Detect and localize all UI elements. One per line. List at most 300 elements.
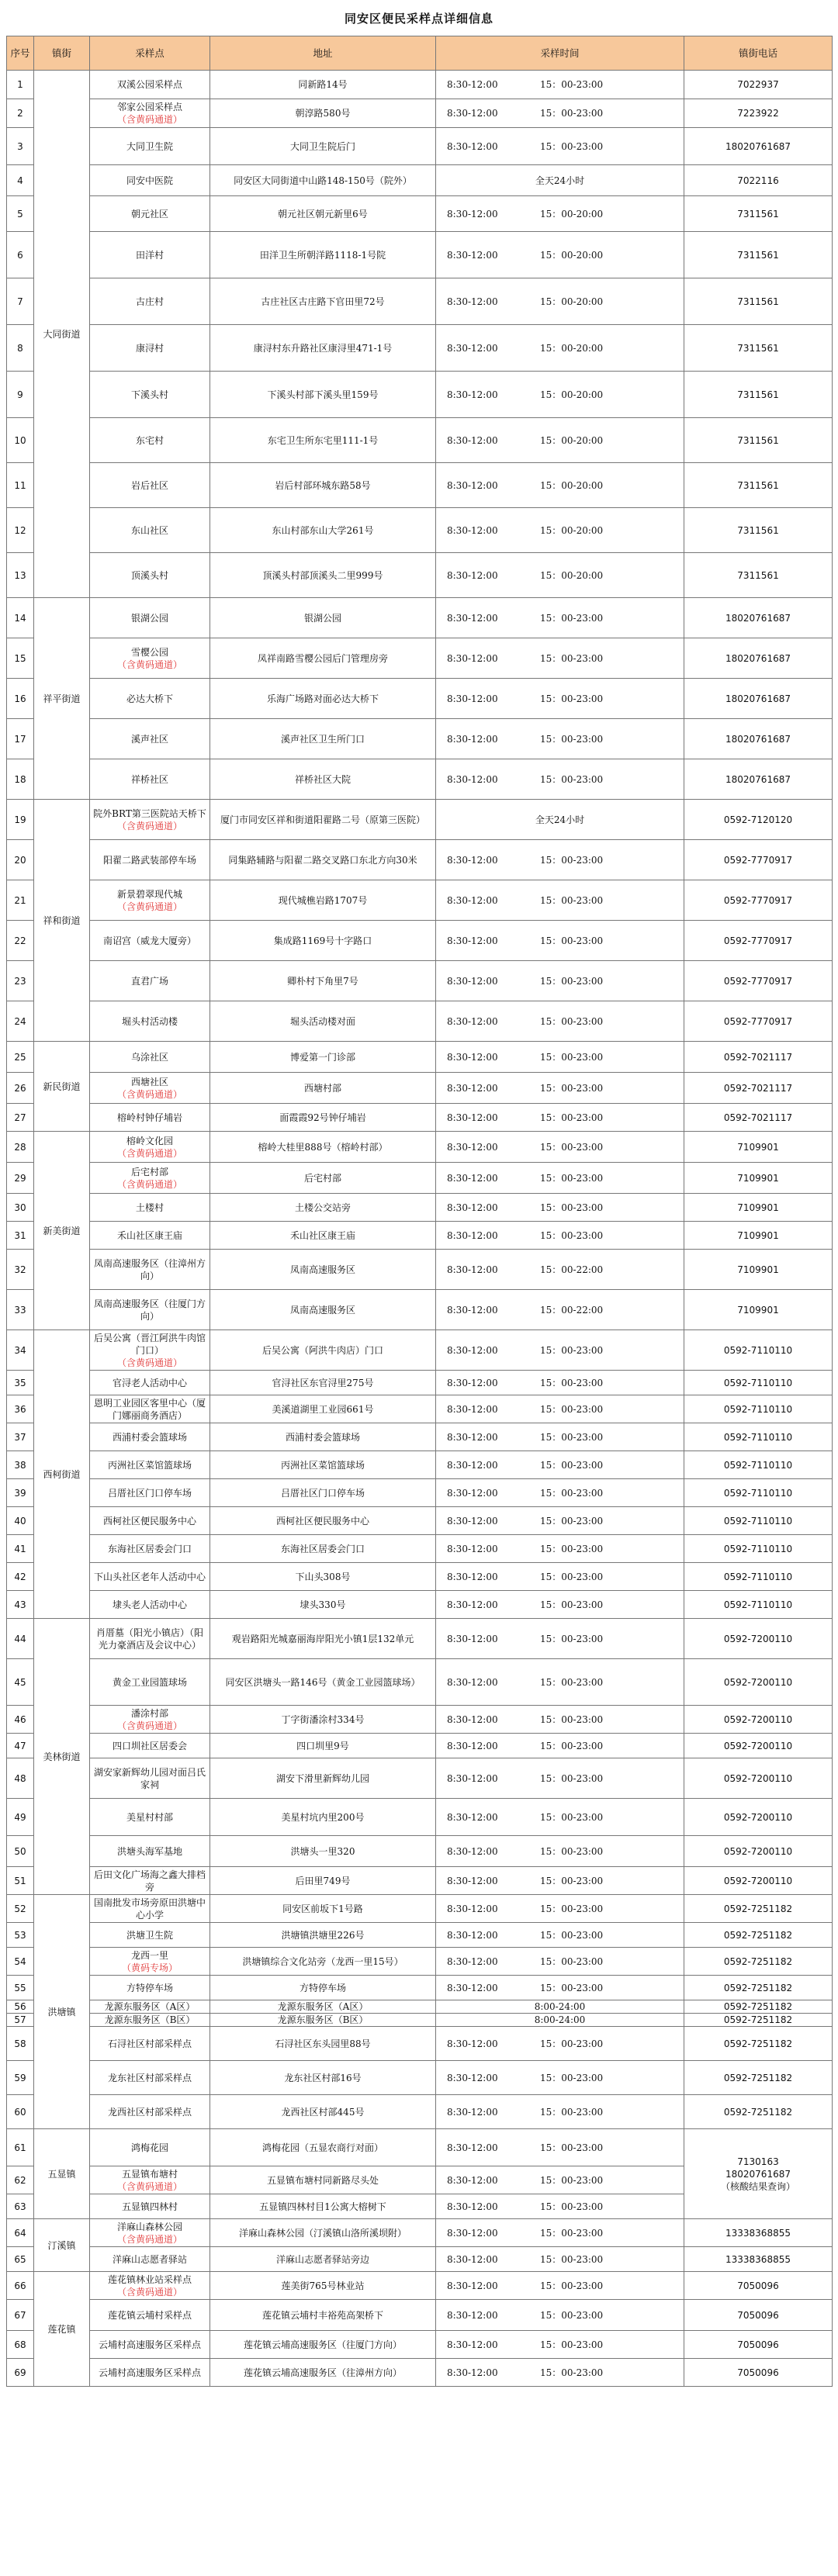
sampling-time: [436, 463, 684, 508]
site-name: [90, 1073, 210, 1104]
site-name: [90, 2166, 210, 2194]
row-number: 41: [7, 1535, 34, 1563]
site-label: 方特停车场: [126, 1982, 173, 1993]
site-name: [90, 921, 210, 961]
row-number: 45: [7, 1659, 34, 1706]
site-name: [90, 1132, 210, 1163]
street-phone: 18020761687: [684, 759, 833, 800]
site-name: [90, 1290, 210, 1330]
table-row: [7, 278, 833, 325]
sampling-time: [436, 2194, 684, 2219]
time-slot: 8:30-12:00: [447, 1713, 498, 1725]
row-number: 51: [7, 1867, 34, 1895]
site-name: [90, 1395, 210, 1423]
time-slot: 15：00-23:00: [540, 2339, 604, 2350]
street-phone: 7022116: [684, 165, 833, 196]
site-name: [90, 598, 210, 638]
time-slot: 15：00-23:00: [540, 1740, 604, 1751]
site-address: 凤南高速服务区: [210, 1290, 436, 1330]
street-phone: [684, 2129, 833, 2219]
time-slot: 15：00-23:00: [540, 2174, 604, 2186]
site-address: 湖安下滑里新辉幼儿园: [210, 1758, 436, 1799]
time-slot: 8:30-12:00: [447, 79, 498, 90]
site-address: 后宅村部: [210, 1163, 436, 1194]
site-name: [90, 1104, 210, 1132]
time-slot: 8:30-12:00: [447, 1487, 498, 1499]
sampling-time: [436, 71, 684, 99]
row-number: 8: [7, 325, 34, 372]
time-slot: 8:30-12:00: [447, 2227, 498, 2239]
row-number: 28: [7, 1132, 34, 1163]
site-name: [90, 1250, 210, 1290]
table-row: [7, 1479, 833, 1507]
sampling-time: [436, 1330, 684, 1371]
site-label: 鸿梅花园: [130, 2142, 168, 2153]
table-row: [7, 2129, 833, 2166]
street-phone: 7311561: [684, 553, 833, 598]
row-number: 64: [7, 2219, 34, 2247]
time-slot: 15：00-23:00: [540, 1229, 604, 1241]
time-slot: 8:30-12:00: [447, 2367, 498, 2378]
sampling-time: [436, 1250, 684, 1290]
site-label: 龙源东服务区（A区）: [104, 2001, 196, 2012]
table-row: [7, 1563, 833, 1591]
street-phone: 7109901: [684, 1290, 833, 1330]
sampling-time: [436, 1591, 684, 1619]
street-phone: 0592-7251182: [684, 1923, 833, 1948]
time-slot: 15：00-23:00: [540, 935, 604, 946]
site-name: [90, 2219, 210, 2247]
street-phone: 7311561: [684, 232, 833, 278]
yellow-code-note: （含黄码通道）: [116, 2233, 182, 2245]
site-name: [90, 1867, 210, 1895]
table-row: [7, 196, 833, 232]
street-phone: 7109901: [684, 1250, 833, 1290]
street-phone: 0592-7251182: [684, 2027, 833, 2061]
site-address: 莲美街765号林业站: [210, 2272, 436, 2300]
sampling-time: [436, 1371, 684, 1395]
street-phone: 0592-7021117: [684, 1042, 833, 1073]
sampling-time: [436, 1867, 684, 1895]
table-row: [7, 598, 833, 638]
site-name: [90, 1836, 210, 1867]
time-slot: 8:30-12:00: [447, 1633, 498, 1644]
street-phone: 7109901: [684, 1163, 833, 1194]
time-slot: 8:30-12:00: [447, 1740, 498, 1751]
time-slot: 8:30-12:00: [447, 140, 498, 152]
site-name: [90, 1619, 210, 1659]
site-label: 双溪公园采样点: [116, 79, 182, 90]
time-slot: 15：00-23:00: [540, 1875, 604, 1886]
site-label: 同安中医院: [126, 175, 173, 186]
site-address: 东宅卫生所东宅里111-1号: [210, 418, 436, 463]
sampling-time: [436, 1222, 684, 1250]
site-address: 面霞霞92号钟仔埔岩: [210, 1104, 436, 1132]
time-slot: 8:30-12:00: [447, 1112, 498, 1123]
site-address: 洪塘头一里320: [210, 1836, 436, 1867]
site-name: [90, 1423, 210, 1451]
sampling-time: [436, 1395, 684, 1423]
row-number: 31: [7, 1222, 34, 1250]
sampling-time: [436, 719, 684, 759]
site-address: 榕岭大桂里888号（榕岭村部）: [210, 1132, 436, 1163]
site-name: [90, 508, 210, 553]
table-row: [7, 232, 833, 278]
site-name: [90, 1507, 210, 1535]
site-address: 官浔社区东官浔里275号: [210, 1371, 436, 1395]
sampling-time: [436, 278, 684, 325]
site-address: 乐海广场路对面必达大桥下: [210, 679, 436, 719]
site-address: 同安区大同街道中山路148-150号（院外）: [210, 165, 436, 196]
site-address: 吕厝社区门口停车场: [210, 1479, 436, 1507]
site-name: [90, 759, 210, 800]
table-row: [7, 99, 833, 128]
site-label: 恩明工业园区客里中心（厦门娜丽商务酒店）: [93, 1397, 206, 1421]
site-name: [90, 71, 210, 99]
table-row: [7, 638, 833, 679]
site-name: [90, 2247, 210, 2272]
site-address: 凤南高速服务区: [210, 1250, 436, 1290]
time-slot: 8:00-24:00: [534, 2014, 586, 2025]
site-label: 禾山社区康王庙: [116, 1229, 182, 1241]
time-slot: 15：00-23:00: [540, 2227, 604, 2239]
site-name: [90, 278, 210, 325]
site-address: 康浔村东升路社区康浔里471-1号: [210, 325, 436, 372]
row-number: 52: [7, 1895, 34, 1923]
table-header-row: [7, 36, 833, 71]
site-address: 莲花镇云埔高速服务区（往厦门方向）: [210, 2331, 436, 2359]
street-phone: 0592-7110110: [684, 1451, 833, 1479]
sampling-time: [436, 418, 684, 463]
site-name: [90, 1479, 210, 1507]
site-name: [90, 1706, 210, 1734]
street-phone: 0592-7770917: [684, 961, 833, 1001]
row-number: 68: [7, 2331, 34, 2359]
site-name: [90, 1001, 210, 1042]
site-address: 顶溪头村部顶溪头二里999号: [210, 553, 436, 598]
sampling-time: [436, 2247, 684, 2272]
street-phone: 18020761687: [684, 598, 833, 638]
row-number: 2: [7, 99, 34, 128]
row-number: 9: [7, 372, 34, 418]
row-number: 20: [7, 840, 34, 880]
site-label: 龙西社区村部采样点: [107, 2106, 192, 2118]
row-number: 10: [7, 418, 34, 463]
street-phone: 7311561: [684, 372, 833, 418]
site-name: [90, 1948, 210, 1976]
row-number: 15: [7, 638, 34, 679]
sampling-time: [436, 372, 684, 418]
site-name: [90, 1535, 210, 1563]
sampling-time: [436, 99, 684, 128]
sampling-time: [436, 1479, 684, 1507]
time-slot: 8:30-12:00: [447, 479, 498, 491]
site-label: 祥桥社区: [130, 773, 168, 785]
site-address: 四口圳里9号: [210, 1734, 436, 1758]
row-number: 11: [7, 463, 34, 508]
time-slot: 8:30-12:00: [447, 1403, 498, 1415]
table-row: [7, 325, 833, 372]
site-label: 云埔村高速服务区采样点: [98, 2339, 201, 2350]
yellow-code-note: （含黄码通道）: [116, 1147, 182, 1159]
time-slot: 8:30-12:00: [447, 652, 498, 664]
site-label: 云埔村高速服务区采样点: [98, 2367, 201, 2378]
site-label: 南诏宫（威龙大厦旁）: [102, 935, 196, 946]
time-slot: 全天24小时: [535, 814, 585, 825]
table-row: [7, 1001, 833, 1042]
table-row: [7, 1194, 833, 1222]
site-name: [90, 840, 210, 880]
time-slot: 15：00-23:00: [540, 975, 604, 987]
phone-line: （核酸结果查询）: [720, 2180, 795, 2192]
time-slot: 8:30-12:00: [447, 1903, 498, 1914]
street-phone: 0592-7110110: [684, 1591, 833, 1619]
time-slot: 8:30-12:00: [447, 733, 498, 745]
time-slot: 15：00-23:00: [540, 1015, 604, 1027]
table-row: [7, 1132, 833, 1163]
site-label: 朝元社区: [130, 208, 168, 220]
site-name: [90, 325, 210, 372]
time-slot: 8:30-12:00: [447, 2072, 498, 2083]
table-row: [7, 1395, 833, 1423]
site-address: 五显镇布塘村同新路尽头处: [210, 2166, 436, 2194]
site-address: 岩后村部环城东路58号: [210, 463, 436, 508]
site-address: 朝淳路580号: [210, 99, 436, 128]
sampling-time: [436, 1758, 684, 1799]
sampling-time: [436, 1132, 684, 1163]
site-label: 龙西一里: [130, 1949, 168, 1961]
sampling-time: [436, 1001, 684, 1042]
site-name: [90, 2000, 210, 2014]
site-name: [90, 1163, 210, 1194]
time-slot: 8:30-12:00: [447, 389, 498, 400]
table-row: [7, 1591, 833, 1619]
street-phone: 0592-7251182: [684, 2014, 833, 2027]
site-label: 潘涂村部: [130, 1707, 168, 1719]
row-number: 59: [7, 2061, 34, 2095]
site-name: [90, 2194, 210, 2219]
sampling-time: [436, 1563, 684, 1591]
site-label: 肖厝墓（阳光小镇店）（阳光力豪酒店及会议中心）: [95, 1627, 203, 1651]
time-slot: 15：00-23:00: [540, 1571, 604, 1582]
table-row: [7, 1042, 833, 1073]
row-number: 46: [7, 1706, 34, 1734]
site-label: 美星村村部: [126, 1811, 173, 1823]
row-number: 49: [7, 1799, 34, 1836]
phone-line: 7130163: [737, 2156, 779, 2167]
table-row: [7, 1948, 833, 1976]
sampling-time: [436, 921, 684, 961]
site-address: 莲花镇云埔高速服务区（往漳州方向）: [210, 2359, 436, 2387]
street-phone: 0592-7770917: [684, 921, 833, 961]
yellow-code-note: （含黄码通道）: [116, 1088, 182, 1100]
row-number: 39: [7, 1479, 34, 1507]
table-row: [7, 553, 833, 598]
time-slot: 15：00-23:00: [540, 1543, 604, 1554]
site-label: 溪声社区: [130, 733, 168, 745]
site-address: 西塘村部: [210, 1073, 436, 1104]
site-address: 银湖公园: [210, 598, 436, 638]
sampling-time: [436, 2061, 684, 2095]
time-slot: 8:30-12:00: [447, 1459, 498, 1471]
time-slot: 8:30-12:00: [447, 1571, 498, 1582]
street-phone: 0592-7770917: [684, 880, 833, 921]
time-slot: 8:30-12:00: [447, 612, 498, 624]
site-address: 龙东社区村部16号: [210, 2061, 436, 2095]
street-phone: 7050096: [684, 2331, 833, 2359]
table-row: [7, 800, 833, 840]
row-number: 43: [7, 1591, 34, 1619]
row-number: 40: [7, 1507, 34, 1535]
site-address: 龙源东服务区（A区）: [210, 2000, 436, 2014]
site-name: [90, 1042, 210, 1073]
table-row: [7, 2027, 833, 2061]
table-row: [7, 2331, 833, 2359]
site-label: 后宅村部: [130, 1166, 168, 1177]
street-phone: 0592-7200110: [684, 1836, 833, 1867]
time-slot: 8:30-12:00: [447, 1082, 498, 1094]
row-number: 53: [7, 1923, 34, 1948]
time-slot: 8:30-12:00: [447, 1015, 498, 1027]
time-slot: 8:00-24:00: [534, 2001, 586, 2012]
table-row: [7, 463, 833, 508]
time-slot: 15：00-20:00: [540, 249, 604, 261]
sampling-time: [436, 2272, 684, 2300]
sampling-time: [436, 1976, 684, 2000]
time-slot: 15：00-20:00: [540, 389, 604, 400]
time-slot: 15：00-23:00: [540, 108, 604, 119]
site-address: 美溪道湖里工业园661号: [210, 1395, 436, 1423]
time-slot: 8:30-12:00: [447, 434, 498, 446]
time-slot: 15：00-23:00: [540, 1344, 604, 1356]
row-number: 30: [7, 1194, 34, 1222]
row-number: 56: [7, 2000, 34, 2014]
site-address: 五显镇四林村目1公寓大榕树下: [210, 2194, 436, 2219]
site-label: 下溪头村: [130, 389, 168, 400]
sampling-time: [436, 1290, 684, 1330]
row-number: 29: [7, 1163, 34, 1194]
row-number: 18: [7, 759, 34, 800]
time-slot: 15：00-23:00: [540, 1713, 604, 1725]
table-row: [7, 840, 833, 880]
site-name: [90, 165, 210, 196]
table-row: [7, 1535, 833, 1563]
time-slot: 15：00-23:00: [540, 1202, 604, 1213]
sampling-time: [436, 196, 684, 232]
row-number: 37: [7, 1423, 34, 1451]
site-name: [90, 1895, 210, 1923]
sampling-time: [436, 1659, 684, 1706]
row-number: 69: [7, 2359, 34, 2387]
time-slot: 8:30-12:00: [447, 975, 498, 987]
yellow-code-note: （含黄码通道）: [116, 659, 182, 670]
site-address: 同安区洪塘头一路146号（黄金工业园篮球场）: [210, 1659, 436, 1706]
site-address: 下山头308号: [210, 1563, 436, 1591]
header-address: 地址: [210, 36, 436, 71]
yellow-code-note: （含黄码通道）: [116, 1720, 182, 1731]
time-slot: 15：00-23:00: [540, 2309, 604, 2321]
time-slot: 8:30-12:00: [447, 1304, 498, 1316]
site-label: 洪塘头海军基地: [116, 1845, 182, 1857]
street-phone: 13338368855: [684, 2247, 833, 2272]
row-number: 44: [7, 1619, 34, 1659]
street-phone: 7311561: [684, 278, 833, 325]
time-slot: 15：00-23:00: [540, 1811, 604, 1823]
street-phone: 0592-7251182: [684, 1976, 833, 2000]
site-label: 邻家公园采样点: [116, 102, 182, 112]
site-name: [90, 1923, 210, 1948]
sampling-time: [436, 1923, 684, 1948]
time-slot: 15：00-23:00: [540, 1903, 604, 1914]
site-label: 岩后社区: [130, 479, 168, 491]
site-label: 下山头社区老年人活动中心: [93, 1571, 206, 1582]
street-name: 祥平街道: [34, 598, 90, 800]
site-label: 官浔老人活动中心: [112, 1377, 187, 1388]
time-slot: 15：00-20:00: [540, 569, 604, 581]
sampling-time: [436, 598, 684, 638]
sampling-time: [436, 679, 684, 719]
site-label: 东海社区居委会门口: [107, 1543, 192, 1554]
site-name: [90, 1591, 210, 1619]
row-number: 14: [7, 598, 34, 638]
time-slot: 15：00-23:00: [540, 1599, 604, 1610]
sampling-time: [436, 508, 684, 553]
sampling-table: [6, 36, 833, 2387]
row-number: 54: [7, 1948, 34, 1976]
site-name: [90, 1451, 210, 1479]
site-address: 丁字街潘涂村334号: [210, 1706, 436, 1734]
site-label: 莲花镇林业站采样点: [107, 2273, 192, 2285]
time-slot: 8:30-12:00: [447, 1431, 498, 1443]
sampling-time: [436, 2095, 684, 2129]
table-row: [7, 1895, 833, 1923]
street-phone: 7109901: [684, 1132, 833, 1163]
page-title: 同安区便民采样点详细信息: [6, 0, 832, 36]
time-slot: 8:30-12:00: [447, 2253, 498, 2265]
sampling-time: [436, 165, 684, 196]
row-number: 48: [7, 1758, 34, 1799]
street-phone: 7311561: [684, 196, 833, 232]
time-slot: 15：00-20:00: [540, 296, 604, 307]
time-slot: 8:30-12:00: [447, 1929, 498, 1941]
table-row: [7, 1923, 833, 1948]
street-phone: 0592-7110110: [684, 1330, 833, 1371]
site-address: 东山村部东山大学261号: [210, 508, 436, 553]
row-number: 32: [7, 1250, 34, 1290]
row-number: 57: [7, 2014, 34, 2027]
time-slot: 8:30-12:00: [447, 854, 498, 866]
row-number: 35: [7, 1371, 34, 1395]
time-slot: 8:30-12:00: [447, 2142, 498, 2153]
site-address: 凤祥南路雪樱公园后门管理房旁: [210, 638, 436, 679]
time-slot: 15：00-23:00: [540, 1112, 604, 1123]
sampling-time: [436, 1451, 684, 1479]
time-slot: 全天24小时: [535, 175, 585, 186]
site-name: [90, 2129, 210, 2166]
street-name: 新民街道: [34, 1042, 90, 1132]
row-number: 38: [7, 1451, 34, 1479]
table-row: [7, 2095, 833, 2129]
street-phone: 7109901: [684, 1194, 833, 1222]
site-label: 湖安家新辉幼儿园对面吕氏家祠: [93, 1766, 206, 1790]
sampling-time: [436, 2014, 684, 2027]
street-phone: 0592-7200110: [684, 1867, 833, 1895]
time-slot: 15：00-23:00: [540, 1487, 604, 1499]
sampling-time: [436, 1194, 684, 1222]
table-row: [7, 1799, 833, 1836]
row-number: 33: [7, 1290, 34, 1330]
sampling-sheet: [6, 0, 832, 2576]
